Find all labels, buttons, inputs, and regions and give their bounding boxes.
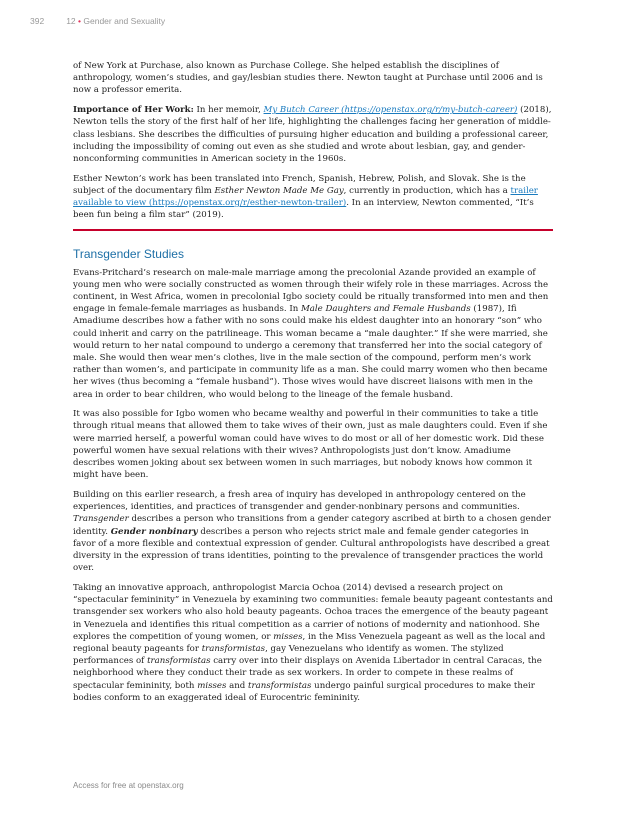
text-run: and: [226, 680, 249, 691]
chapter-title: Gender and Sexuality: [83, 16, 166, 26]
page-footer: Access for free at openstax.org: [73, 781, 184, 790]
text-run: , gay Venezuelans who identify as women. The stylized performances of: [73, 643, 504, 667]
paragraph: It was also possible for Igbo women who became wealthy and powerful in their communities to take a title through ritual means that allowed them to take wives of their own, just as male daughters could. Even if she were married herself, a powerful woman could have wives to do most or all of her domestic work. Did these powerful women have sexual relations with their wives? Anthropologists just don’t know. Amadiume describes women joking about sex between women in such marriages, but nobody knows how common it might have been.: [73, 409, 548, 481]
text-run: Taking an innovative approach, anthropologist Marcia Ochoa (2014) devised a research project on “spectacular femininity” in Venezuela by examining two communities: female beauty pageant contestants and transgender sex workers who also hold beauty pageants. Ochoa traces the emergence of the beauty pageant in Venezuela and identifies this ritual competition as a carrier of notions of modernity and nationhood. She explores the competition of young women, or: [73, 582, 553, 642]
chapter-number: 12: [66, 16, 76, 26]
paragraph: [73, 267, 553, 401]
text-run: Esther Newton’s work has been translated into French, Spanish, Hebrew, Polish, and Slovak. She is the subject of the documentary film: [73, 173, 526, 196]
section-title: Transgender Studies: [73, 246, 184, 261]
book-title: Male Daughters and Female Husbands: [301, 304, 471, 315]
film-title: Esther Newton Made Me Gay: [214, 185, 344, 196]
term-misses: misses: [273, 631, 303, 642]
term-transformistas: transformistas: [201, 643, 266, 654]
paragraph: [73, 582, 553, 704]
term-transformistas: transformistas: [248, 680, 312, 691]
text-run: . In an interview, Newton commented, “It’s been fun being a film star” (2019).: [73, 198, 534, 221]
text-run: undergo painful surgical procedures to make their bodies conform to an exaggerated ideal of Eurocentric femininity.: [73, 680, 535, 703]
label-colon: :: [190, 105, 194, 116]
importance-paragraph: [73, 104, 553, 165]
page-number: 392: [30, 16, 45, 26]
text-run: Building on this earlier research, a fresh area of inquiry has developed in anthropology centered on the experiences, identities, and practices of transgender and gender-nonbinary persons and communities.: [73, 489, 526, 513]
importance-label: Importance of Her Work: [73, 105, 191, 116]
running-header: [30, 16, 165, 26]
term-gender-nonbinary: Gender nonbinary: [110, 526, 198, 537]
text-run: describes a person who rejects strict male and female gender categories in favor of a more flexible and contextual expression of gender. Cultural anthropologists have described a great diversity in the expression of trans identities, pointing to the prevalence of transgender practices the world over.: [73, 526, 550, 574]
text-run: (1987), Ifi Amadiume describes how a father with no sons could make his eldest daughter into an honorary “son” who could inherit and carry on the patrilineage. This woman became a “male daughter.” If she were married, she would return to her natal compound to undergo a ceremony that transferred her into the social category of male. She would then wear men’s clothes, live in the male section of the compound, perform men’s work rather than women’s, and participate in community life as a man. She could marry women who then became her wives (thus becoming a “female husband”). Those wives would have discreet liaisons with men in the area in order to bear children, who would belong to the lineage of the female husband.: [73, 304, 548, 400]
header-separator: •: [78, 16, 82, 26]
term-misses: misses: [197, 680, 227, 691]
term-transformistas: transformistas: [147, 656, 211, 667]
text-run: describes a person who transitions from a gender category ascribed at birth to a chosen gender identity.: [73, 514, 551, 537]
text-run: Evans-Pritchard’s research on male-male marriage among the precolonial Azande provided an example of young men who were socially constructed as women through their wifely role in these marriages. Across the continent, in West Africa, women in precolonial Igbo society could be ritually transformed into men and then engage in female-female marriages as husbands. In: [73, 267, 549, 315]
text-run: (2018), Newton tells the story of the first half of her life, highlighting the challenges facing her generation of middle-class lesbians. She describes the difficulties of pursuing higher education and building a professional career, including the impossibility of coming out even as she studied and wrote about lesbian, gay, and gender-nonconforming communities in American society in the 1960s.: [73, 105, 552, 164]
page-content: [73, 60, 553, 711]
text-run: carry over into their displays on Avenida Libertador in central Caracas, the neighborhood where they conduct their trade as sex workers. In order to compete in these realms of spectacular femininity, both: [73, 656, 542, 691]
text-run: In her memoir,: [193, 105, 264, 116]
paragraph: [73, 489, 553, 574]
memoir-link-text: My Butch Career (https://openstax.org/r/my-butch-career): [263, 105, 518, 116]
text-run: , in the Miss Venezuela pageant as well as the local and regional beauty pageants for: [73, 631, 546, 654]
paragraph: of New York at Purchase, also known as Purchase College. She helped establish the disciplines of anthropology, women’s studies, and gay/lesbian studies there. Newton taught at Purchase until 2006 and is now a professor emerita.: [73, 61, 543, 96]
trailer-link[interactable]: trailer available to view (https://openstax.org/r/esther-newton-trailer): [73, 185, 538, 209]
section-divider: [73, 229, 553, 231]
text-run: , currently in production, which has a: [343, 185, 511, 196]
memoir-link[interactable]: [264, 105, 518, 115]
term-transgender: Transgender: [73, 514, 129, 525]
paragraph: [73, 173, 553, 222]
